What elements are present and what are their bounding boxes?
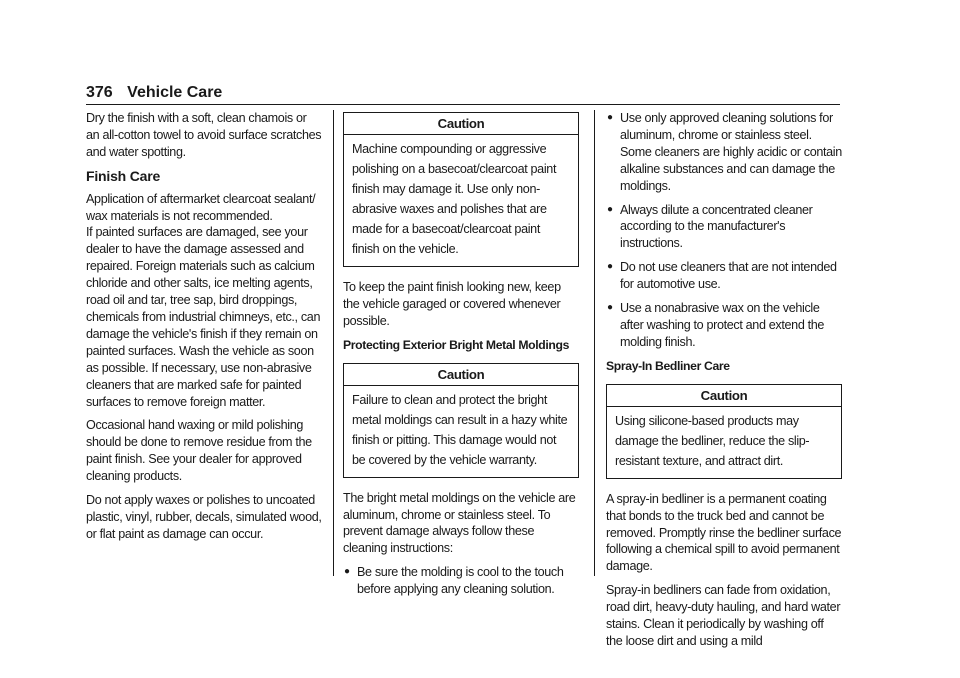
bedliner-heading: Spray-In Bedliner Care xyxy=(606,358,730,373)
list-item xyxy=(606,110,842,195)
caution-title: Caution xyxy=(344,364,578,386)
finish-care-heading: Finish Care xyxy=(86,167,161,184)
intro-paragraph: Dry the finish with a soft, clean chamois or an all-cotton towel to avoid surface scratches and water spotting. xyxy=(86,111,322,159)
bullet-icon: ● xyxy=(607,261,613,273)
bullet-list xyxy=(343,564,579,598)
list-item-text: Do not use cleaners that are not intended for automotive use. xyxy=(620,260,837,292)
column-divider xyxy=(333,110,334,576)
list-item-text: Use a nonabrasive wax on the vehicle after washing to protect and extend the molding finish. xyxy=(620,301,825,349)
finish-paragraph: Occasional hand waxing or mild polishing should be done to remove residue from the paint finish. See your dealer for approved cleaning products. xyxy=(86,418,312,484)
list-item-text: Always dilute a concentrated cleaner according to the manufacturer's instructions. xyxy=(620,202,813,251)
caution-title: Caution xyxy=(344,113,578,135)
list-item xyxy=(343,564,579,598)
bullet-icon: ● xyxy=(607,112,613,123)
page-header xyxy=(86,82,840,105)
finish-paragraph: Application of aftermarket clearcoat sealant/ wax materials is not recommended. xyxy=(86,191,316,223)
finish-paragraph: Do not apply waxes or polishes to uncoated plastic, vinyl, rubber, decals, simulated wood, or flat paint as damage can occur. xyxy=(86,493,322,541)
keep-new-paragraph: To keep the paint finish looking new, keep the vehicle garaged or covered whenever possible. xyxy=(343,280,561,328)
bullet-icon: ● xyxy=(607,302,613,314)
caution-box xyxy=(606,384,842,479)
bullet-list xyxy=(606,110,842,351)
bedliner-paragraph: Spray-in bedliners can fade from oxidation, road dirt, heavy-duty hauling, and hard water stains. Clean it periodically by washing off the loose dirt and using a mild xyxy=(606,583,841,648)
column-right xyxy=(606,110,842,657)
caution-text: Using silicone-based products may damage the bedliner, reduce the slip-resistant texture, and attract dirt. xyxy=(615,413,810,468)
list-item xyxy=(606,259,842,293)
page-number: 376 xyxy=(86,84,113,101)
caution-title: Caution xyxy=(607,385,841,407)
list-item-text: Use only approved cleaning solutions for aluminum, chrome or stainless steel. Some cleaners are highly acidic or contain alkaline substances and can damage the moldings. xyxy=(620,111,842,193)
moldings-heading: Protecting Exterior Bright Metal Moldings xyxy=(343,337,570,352)
caution-text: Machine compounding or aggressive polishing on a basecoat/clearcoat paint finish may damage it. Use only non-abrasive waxes and polishes that are made for a basecoat/clearcoat paint finish on the vehicle. xyxy=(352,142,557,256)
section-title: Vehicle Care xyxy=(127,84,223,101)
column-left xyxy=(86,110,322,550)
list-item xyxy=(606,300,842,351)
caution-text: Failure to clean and protect the bright metal moldings can result in a hazy white finish or pitting. This damage would not be covered by the vehicle warranty. xyxy=(352,392,568,467)
list-item-text: Be sure the molding is cool to the touch before applying any cleaning solution. xyxy=(357,565,564,597)
list-item xyxy=(606,202,842,253)
caution-box xyxy=(343,112,579,267)
bullet-icon: ● xyxy=(607,203,613,215)
bedliner-paragraph: A spray-in bedliner is a permanent coating that bonds to the truck bed and cannot be removed. Promptly rinse the bedliner surface following a chemical spill to avoid permanent damage. xyxy=(606,491,842,574)
bullet-icon: ● xyxy=(344,566,350,578)
column-divider xyxy=(594,110,595,576)
caution-box xyxy=(343,363,579,478)
finish-paragraph: If painted surfaces are damaged, see your dealer to have the damage assessed and repaired. Foreign materials such as calcium chloride and other salts, ice melting agents, road oil and tar, tree sap, bird droppings, chemicals from industrial chimneys, etc., can damage the vehicle's finish if they remain on painted surfaces. Wash the vehicle as soon as possible. If necessary, use non-abrasive cleaners that are marked safe for painted surfaces to remove foreign matter. xyxy=(86,225,321,409)
moldings-paragraph: The bright metal moldings on the vehicle are aluminum, chrome or stainless steel. To prevent damage always follow these cleaning instructions: xyxy=(343,490,576,556)
column-middle xyxy=(343,110,579,605)
